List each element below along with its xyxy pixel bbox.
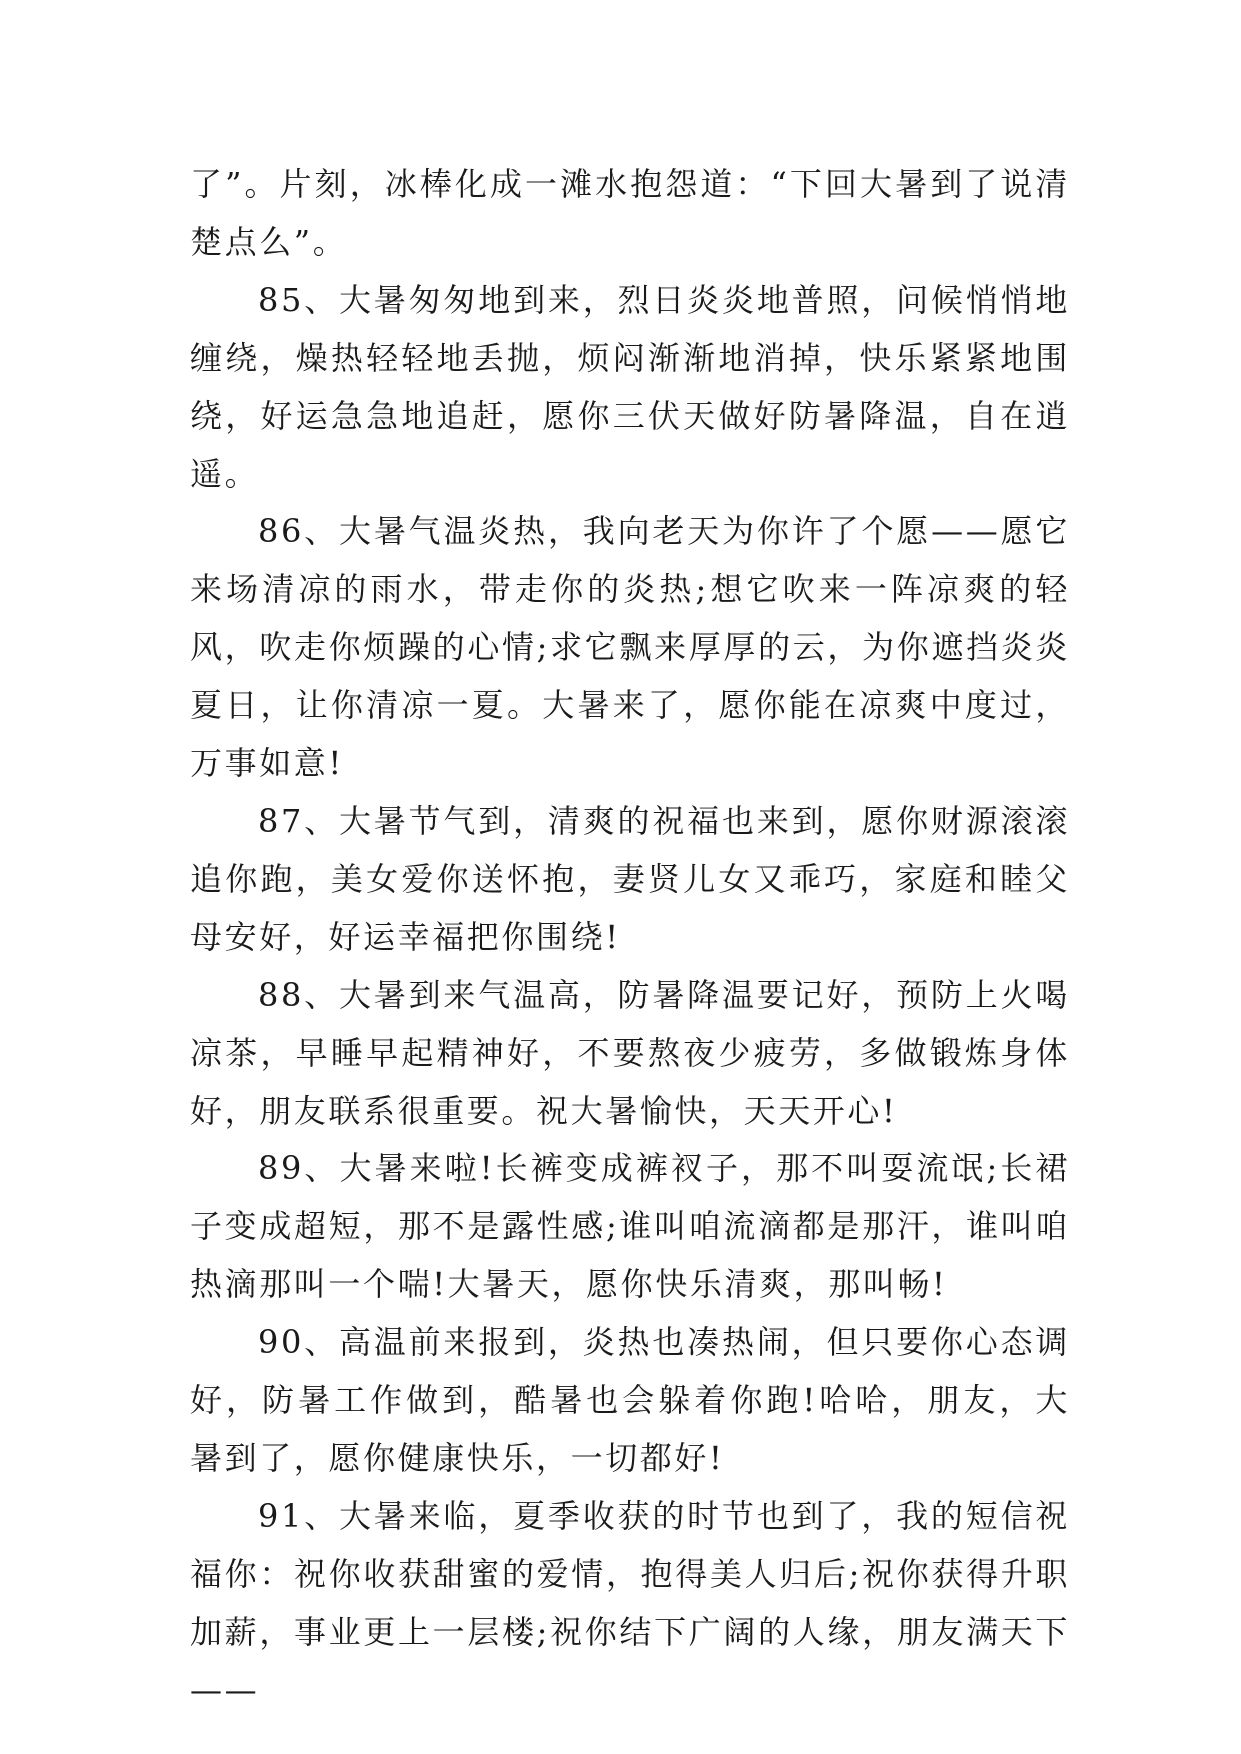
paragraph-90: 90、高温前来报到，炎热也凑热闹，但只要你心态调好，防暑工作做到，酷暑也会躲着你跑!哈哈，朋友，大暑到了，愿你健康快乐，一切都好! bbox=[190, 1323, 1070, 1477]
paragraph-89: 89、大暑来啦!长裤变成裤衩子，那不叫耍流氓;长裙子变成超短，那不是露性感;谁叫咱流滴都是那汗，谁叫咱热滴那叫一个喘!大暑天，愿你快乐清爽，那叫畅! bbox=[190, 1149, 1070, 1304]
paragraph-91: 91、大暑来临，夏季收获的时节也到了，我的短信祝福你：祝你收获甜蜜的爱情，抱得美人归后;祝你获得升职加薪，事业更上一层楼;祝你结下广阔的人缘，朋友满天下—— bbox=[190, 1496, 1070, 1709]
paragraph-85: 85、大暑匆匆地到来，烈日炎炎地普照，问候悄悄地缠绕，燥热轻轻地丢抛，烦闷渐渐地消掉，快乐紧紧地围绕，好运急急地追赶，愿你三伏天做好防暑降温，自在逍遥。 bbox=[190, 280, 1070, 493]
paragraph-84-continued: 了”。片刻，冰棒化成一滩水抱怨道：“下回大暑到了说清楚点么”。 bbox=[190, 165, 1070, 261]
paragraph-88: 88、大暑到来气温高，防暑降温要记好，预防上火喝凉茶，早睡早起精神好，不要熬夜少疲劳，多做锻炼身体好，朋友联系很重要。祝大暑愉快，天天开心! bbox=[190, 975, 1070, 1130]
paragraph-86: 86、大暑气温炎热，我向老天为你许了个愿——愿它来场清凉的雨水，带走你的炎热;想它吹来一阵凉爽的轻风，吹走你烦躁的心情;求它飘来厚厚的云，为你遮挡炎炎夏日，让你清凉一夏。大暑来了，愿你能在凉爽中度过，万事如意! bbox=[190, 512, 1070, 783]
paragraph-87: 87、大暑节气到，清爽的祝福也来到，愿你财源滚滚追你跑，美女爱你送怀抱，妻贤儿女又乖巧，家庭和睦父母安好，好运幸福把你围绕! bbox=[190, 801, 1070, 956]
document-body bbox=[190, 156, 1070, 1719]
